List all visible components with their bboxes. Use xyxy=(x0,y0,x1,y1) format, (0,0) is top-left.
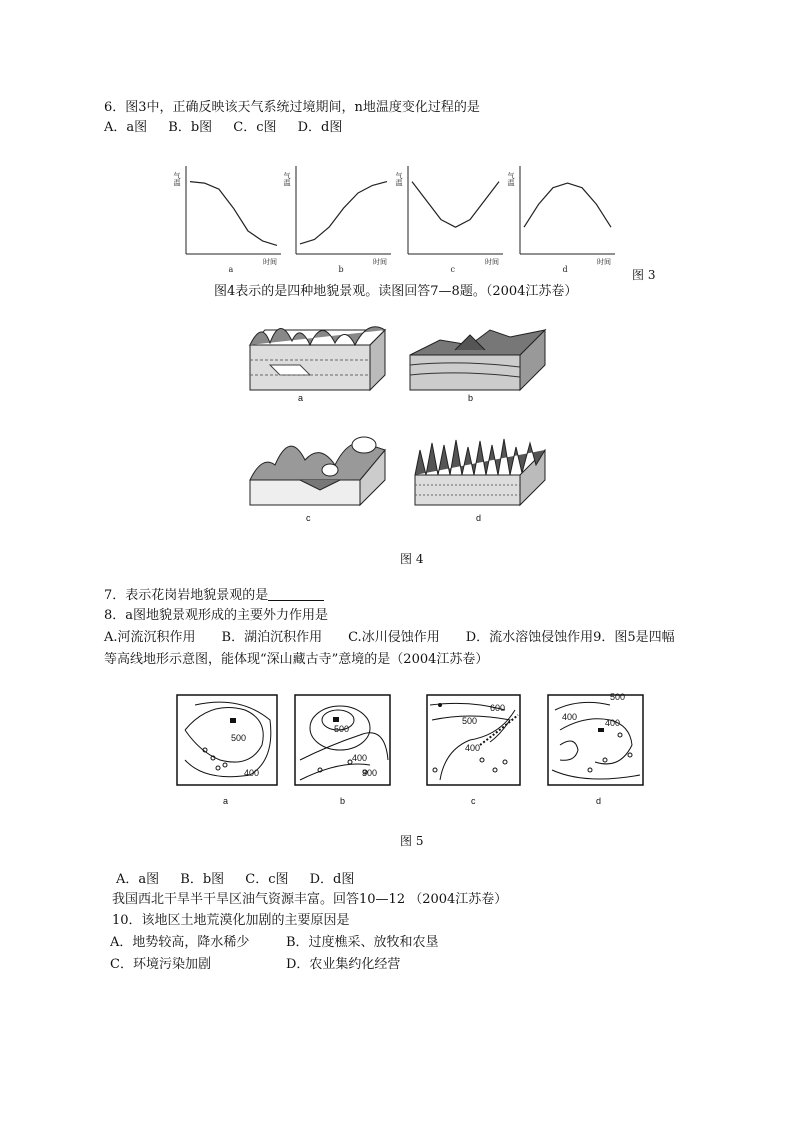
figure-4-label-b: b xyxy=(468,393,474,403)
chart-a-series-line xyxy=(190,182,277,246)
q7-answer-blank[interactable] xyxy=(268,588,324,601)
figure-5-caption: 图 5 xyxy=(400,834,424,848)
contour-a-label-400: 400 xyxy=(244,768,260,778)
intro-10-12: 我国西北干旱半干旱区油气资源丰富。回答10—12 （2004江苏卷） xyxy=(112,892,508,907)
figure-4-label-c: c xyxy=(306,513,311,523)
figure-5-label-a: a xyxy=(223,796,229,806)
q8-options: A.河流沉积作用 B．湖泊沉积作用 C.冰川侵蚀作用 D．流水溶蚀侵蚀作用9．图5是四幅 xyxy=(104,630,675,645)
figure-4-label-d: d xyxy=(476,513,482,523)
contour-d-label-500: 500 xyxy=(610,692,626,702)
chart-d-x-label: 时间 xyxy=(597,258,611,266)
chart-c-series-line xyxy=(412,182,499,228)
chart-a-x-label: 时间 xyxy=(263,258,277,266)
q10-option-c: C．环境污染加剧 xyxy=(110,957,211,972)
figure-3-charts xyxy=(0,158,794,278)
q10-option-a: A．地势较高，降水稀少 xyxy=(110,935,250,950)
chart-c-panel-label: c xyxy=(450,265,455,274)
figure-5-label-c: c xyxy=(471,796,476,806)
q7-stem xyxy=(104,588,324,604)
chart-a-panel-label: a xyxy=(228,265,234,274)
q10-option-b: B．过度樵采、放牧和农垦 xyxy=(286,935,439,950)
contour-b-label-400: 400 xyxy=(352,753,368,763)
contour-b-label-500: 500 xyxy=(334,724,350,734)
contour-b-label-300: 300 xyxy=(362,768,378,778)
chart-d-y-label: 气温 xyxy=(507,172,515,186)
landform-a-block xyxy=(250,327,385,390)
contour-c-label-400: 400 xyxy=(465,743,481,753)
chart-c-y-label: 气温 xyxy=(395,172,403,186)
chart-b-x-label: 时间 xyxy=(373,258,387,266)
q7-text: 7．表示花岗岩地貌景观的是 xyxy=(104,588,269,603)
figure-3-caption: 图 3 xyxy=(632,268,656,282)
contour-d-label-400-mid: 400 xyxy=(605,718,621,728)
contour-map-d xyxy=(548,695,643,785)
q9-stem: 等高线地形示意图，能体现“深山藏古寺”意境的是（2004江苏卷） xyxy=(104,652,489,667)
landform-b-block xyxy=(410,330,545,390)
chart-d-panel-label: d xyxy=(562,265,568,274)
figure-5-contours xyxy=(0,690,794,820)
q6-stem: 6．图3中，正确反映该天气系统过境期间，n地温度变化过程的是 xyxy=(104,100,480,115)
chart-b-y-label: 气温 xyxy=(283,172,291,186)
contour-c-label-600: 600 xyxy=(490,703,506,713)
landform-c-block xyxy=(250,437,385,505)
landform-d-block xyxy=(415,439,545,505)
contour-c-label-500: 500 xyxy=(462,716,478,726)
figure-4-label-a: a xyxy=(298,393,304,403)
q8-stem: 8．a图地貌景观形成的主要外力作用是 xyxy=(104,608,329,623)
figure-4-landforms xyxy=(0,315,794,545)
chart-b-series-line xyxy=(300,182,387,244)
chart-a-y-label: 气温 xyxy=(173,172,181,186)
figure-5-label-d: d xyxy=(596,796,602,806)
figure-4-caption: 图 4 xyxy=(400,552,424,566)
intro-7-8: 图4表示的是四种地貌景观。读图回答7—8题。（2004江苏卷） xyxy=(214,284,578,299)
contour-map-a xyxy=(177,695,277,785)
figure-5-label-b: b xyxy=(340,796,346,806)
chart-c-x-label: 时间 xyxy=(485,258,499,266)
q10-stem: 10．该地区土地荒漠化加剧的主要原因是 xyxy=(112,913,350,928)
q10-option-d: D．农业集约化经营 xyxy=(286,957,401,972)
chart-d-series-line xyxy=(524,183,611,227)
contour-d-label-400-top: 400 xyxy=(562,712,578,722)
q9-options: A．a图 B．b图 C．c图 D．d图 xyxy=(116,872,355,887)
q6-options: A．a图 B．b图 C．c图 D．d图 xyxy=(104,120,343,135)
contour-a-label-500: 500 xyxy=(231,733,247,743)
chart-b-panel-label: b xyxy=(338,265,344,274)
contour-map-c xyxy=(427,695,520,785)
